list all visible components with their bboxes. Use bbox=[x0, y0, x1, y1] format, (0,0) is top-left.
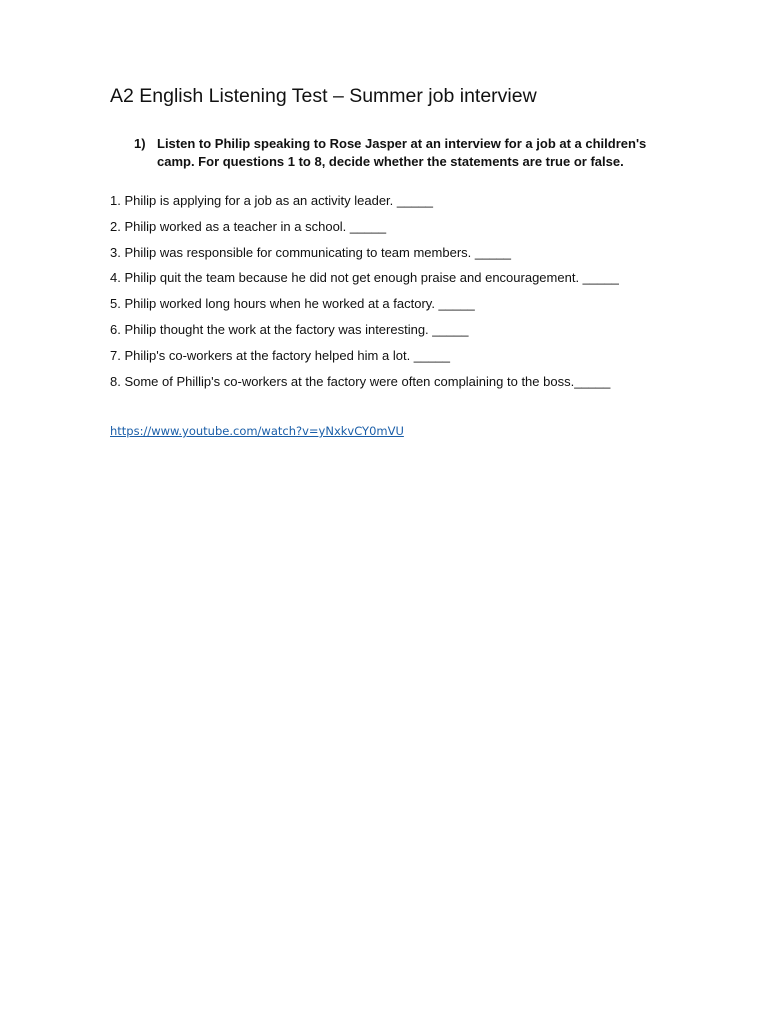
question-item: 6. Philip thought the work at the factory was interesting. _____ bbox=[110, 321, 469, 337]
instruction-number: 1) bbox=[134, 136, 146, 151]
instruction-block bbox=[134, 135, 664, 170]
question-item: 1. Philip is applying for a job as an activity leader. _____ bbox=[110, 193, 434, 208]
instruction-text: Listen to Philip speaking to Rose Jasper at an interview for a job at a children's camp. For questions 1 to 8, decide whether the statements are true or false. bbox=[157, 136, 647, 169]
question-item: 7. Philip's co-workers at the factory helped him a lot. _____ bbox=[110, 347, 450, 363]
question-item: 5. Philip worked long hours when he worked at a factory. _____ bbox=[110, 296, 475, 312]
question-item: 8. Some of Phillip's co-workers at the factory were often complaining to the boss._____ bbox=[110, 373, 611, 389]
question-item: 3. Philip was responsible for communicating to team members. _____ bbox=[110, 244, 512, 260]
question-item: 4. Philip quit the team because he did not get enough praise and encouragement. _____ bbox=[110, 270, 619, 286]
question-list bbox=[110, 192, 619, 398]
question-item: 2. Philip worked as a teacher in a school. _____ bbox=[110, 218, 387, 234]
document-title: A2 English Listening Test – Summer job interview bbox=[110, 85, 537, 107]
youtube-link[interactable]: https://www.youtube.com/watch?v=yNxkvCY0mVU bbox=[110, 424, 404, 438]
